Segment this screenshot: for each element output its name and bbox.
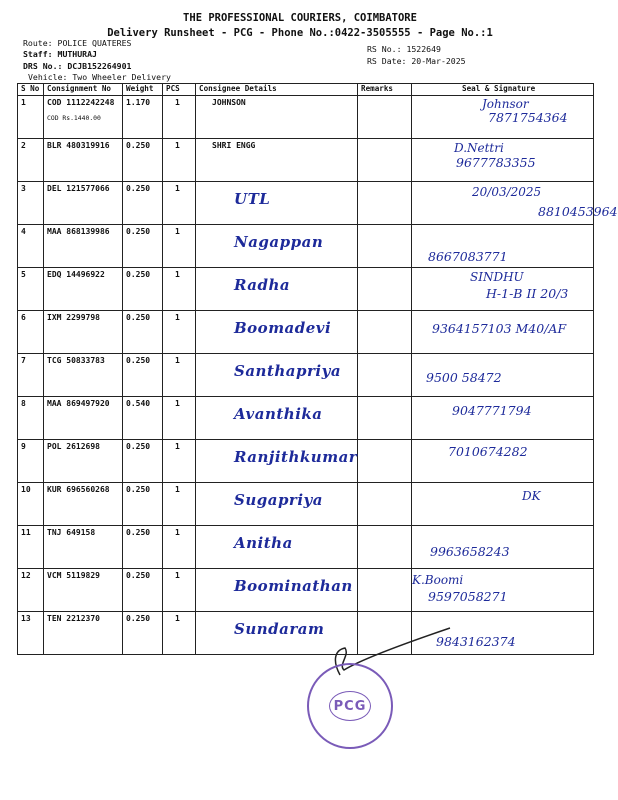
route-label: Route:: [23, 38, 53, 48]
signature-mark: DK: [522, 489, 541, 503]
row-consignee: [196, 569, 358, 612]
row-consignment: [44, 311, 123, 354]
row-signature: [412, 354, 594, 397]
signature-mark: 20/03/2025: [472, 185, 542, 199]
row-pcs: 1: [163, 225, 196, 268]
row-pcs: 1: [163, 354, 196, 397]
row-sno: 8: [18, 397, 44, 440]
row-weight: 0.250: [123, 311, 163, 354]
row-pcs: 1: [163, 182, 196, 225]
rs-date-value: 20-Mar-2025: [411, 56, 466, 66]
table-row: [18, 311, 594, 354]
staff-label: Staff:: [23, 49, 53, 59]
row-consignee: [196, 440, 358, 483]
row-remarks: [358, 225, 412, 268]
row-sno: 12: [18, 569, 44, 612]
drs-value: DCJB152264901: [67, 61, 132, 71]
staff-line: [23, 49, 97, 59]
table-row: [18, 139, 594, 182]
row-consignment: [44, 526, 123, 569]
table-row: [18, 182, 594, 225]
consignee-handwritten-name: Boominathan: [234, 577, 353, 595]
signature-phone: 9677783355: [456, 155, 536, 170]
signature-mark: K.Boomi: [412, 573, 464, 587]
row-consignee: [196, 311, 358, 354]
row-consignee: [196, 139, 358, 182]
signature-phone: 9500 58472: [426, 370, 502, 385]
drs-label: DRS No.:: [23, 61, 63, 71]
consignment-number: IXM 2299798: [47, 313, 100, 322]
row-sno: 1: [18, 96, 44, 139]
vehicle-value: Two Wheeler Delivery: [72, 72, 171, 82]
row-consignment: [44, 182, 123, 225]
consignee-handwritten-name: Sundaram: [234, 620, 325, 638]
consignee-handwritten-name: Ranjithkumar: [234, 448, 358, 466]
consignment-number: TEN 2212370: [47, 614, 100, 623]
row-sno: 5: [18, 268, 44, 311]
row-remarks: [358, 96, 412, 139]
row-consignee: [196, 225, 358, 268]
row-consignment: [44, 397, 123, 440]
consignee-handwritten-name: Boomadevi: [234, 319, 332, 337]
signature-phone: 9843162374: [436, 634, 516, 649]
signature-phone: 7871754364: [488, 110, 568, 125]
row-weight: 0.250: [123, 612, 163, 655]
table-row: [18, 397, 594, 440]
consignee-handwritten-name: Anitha: [234, 534, 293, 552]
row-signature: [412, 96, 594, 139]
table-row: [18, 483, 594, 526]
consignment-number: DEL 121577066: [47, 184, 110, 193]
row-weight: 0.250: [123, 569, 163, 612]
row-sno: 10: [18, 483, 44, 526]
col-remarks: Remarks: [358, 84, 412, 96]
consignee-handwritten-name: Avanthika: [234, 405, 323, 423]
drs-line: [23, 61, 131, 71]
table-row: [18, 354, 594, 397]
rs-no-line: [367, 44, 441, 54]
consignment-number: COD 1112242248: [47, 98, 115, 107]
row-remarks: [358, 569, 412, 612]
row-consignee: [196, 96, 358, 139]
consignee-handwritten-name: Radha: [234, 276, 291, 294]
row-pcs: 1: [163, 96, 196, 139]
row-sno: 6: [18, 311, 44, 354]
row-weight: 0.250: [123, 526, 163, 569]
signature-mark: D.Nettri: [454, 141, 504, 155]
row-remarks: [358, 354, 412, 397]
consignee-handwritten-name: Santhapriya: [234, 362, 342, 380]
row-remarks: [358, 268, 412, 311]
row-weight: 0.540: [123, 397, 163, 440]
consignment-number: KUR 696560268: [47, 485, 110, 494]
col-pcs: PCS: [163, 84, 196, 96]
row-signature: [412, 569, 594, 612]
route-line: [23, 38, 131, 48]
consignment-number: POL 2612698: [47, 442, 100, 451]
row-sno: 4: [18, 225, 44, 268]
cod-amount: COD Rs.1440.00: [47, 114, 101, 122]
row-remarks: [358, 526, 412, 569]
row-remarks: [358, 139, 412, 182]
stamp-inner-ring: [329, 691, 371, 721]
table-row: [18, 225, 594, 268]
row-consignee: [196, 397, 358, 440]
table-header-row: [18, 84, 594, 96]
row-sno: 2: [18, 139, 44, 182]
row-weight: 0.250: [123, 139, 163, 182]
row-pcs: 1: [163, 268, 196, 311]
rs-no-label: RS No.:: [367, 44, 402, 54]
signature-phone: 9963658243: [430, 544, 510, 559]
row-consignment: [44, 268, 123, 311]
row-consignment: [44, 225, 123, 268]
consignee-handwritten-name: Sugapriya: [234, 491, 323, 509]
row-pcs: 1: [163, 526, 196, 569]
row-pcs: 1: [163, 569, 196, 612]
vehicle-line: [28, 72, 171, 82]
row-remarks: [358, 483, 412, 526]
consignee-name: JOHNSON: [212, 98, 246, 107]
row-sno: 13: [18, 612, 44, 655]
col-sno: S No: [18, 84, 44, 96]
row-pcs: 1: [163, 397, 196, 440]
table-row: [18, 526, 594, 569]
table-row: [18, 569, 594, 612]
document-title: THE PROFESSIONAL COURIERS, COIMBATORE: [183, 12, 417, 24]
signature-phone: H-1-B II 20/3: [486, 286, 569, 301]
row-consignee: [196, 268, 358, 311]
consignment-number: VCM 5119829: [47, 571, 100, 580]
table-row: [18, 268, 594, 311]
consignee-name: SHRI ENGG: [212, 141, 256, 150]
row-consignee: [196, 526, 358, 569]
row-remarks: [358, 182, 412, 225]
signature-phone: 7010674282: [448, 444, 528, 459]
row-consignee: [196, 354, 358, 397]
row-signature: [412, 483, 594, 526]
row-signature: [412, 225, 594, 268]
row-weight: 0.250: [123, 354, 163, 397]
row-signature: [412, 440, 594, 483]
row-sno: 3: [18, 182, 44, 225]
consignment-number: TCG 50833783: [47, 356, 105, 365]
stamp-text: PCG: [333, 698, 367, 714]
signature-mark: Johnsor: [482, 97, 529, 111]
row-sno: 11: [18, 526, 44, 569]
signature-phone: 8810453964: [538, 204, 618, 219]
table-row: [18, 96, 594, 139]
consignment-number: MAA 869497920: [47, 399, 110, 408]
row-consignee: [196, 483, 358, 526]
signature-phone: 9597058271: [428, 589, 508, 604]
row-sno: 9: [18, 440, 44, 483]
row-sno: 7: [18, 354, 44, 397]
signature-phone: 9364157103 M40/AF: [432, 321, 567, 336]
row-consignment: [44, 139, 123, 182]
row-pcs: 1: [163, 483, 196, 526]
staff-value: MUTHURAJ: [57, 49, 97, 59]
col-consignment: Consignment No: [44, 84, 123, 96]
consignment-number: MAA 868139986: [47, 227, 110, 236]
consignee-handwritten-name: Nagappan: [234, 233, 324, 251]
row-pcs: 1: [163, 612, 196, 655]
row-remarks: [358, 440, 412, 483]
row-pcs: 1: [163, 311, 196, 354]
row-weight: 0.250: [123, 268, 163, 311]
signature-phone: 8667083771: [428, 249, 508, 264]
vehicle-label: Vehicle:: [28, 72, 68, 82]
rs-date-label: RS Date:: [367, 56, 407, 66]
row-weight: 0.250: [123, 182, 163, 225]
consignment-number: TNJ 649158: [47, 528, 96, 537]
document-subtitle: Delivery Runsheet - PCG - Phone No.:0422-3505555 - Page No.:1: [107, 27, 493, 39]
row-consignment: [44, 483, 123, 526]
rs-date-line: [367, 56, 466, 66]
row-weight: 1.170: [123, 96, 163, 139]
row-consignment: [44, 354, 123, 397]
row-pcs: 1: [163, 139, 196, 182]
company-stamp: [307, 663, 393, 749]
runsheet-table: [17, 83, 618, 655]
col-signature: Seal & Signature: [412, 84, 594, 96]
row-consignment: [44, 96, 123, 139]
consignee-handwritten-name: UTL: [234, 190, 271, 208]
row-signature: [412, 139, 594, 182]
signature-mark: SINDHU: [470, 270, 524, 284]
row-consignment: [44, 612, 123, 655]
table-row: [18, 612, 594, 655]
row-signature: [412, 311, 594, 354]
row-signature: [412, 182, 618, 225]
signature-phone: 9047771794: [452, 403, 532, 418]
route-value: POLICE QUATERES: [57, 38, 132, 48]
row-signature: [412, 268, 594, 311]
row-consignee: [196, 182, 358, 225]
row-consignment: [44, 569, 123, 612]
table-row: [18, 440, 594, 483]
col-weight: Weight: [123, 84, 163, 96]
col-consignee: Consignee Details: [196, 84, 358, 96]
row-remarks: [358, 311, 412, 354]
row-signature: [412, 397, 594, 440]
row-remarks: [358, 397, 412, 440]
row-consignment: [44, 440, 123, 483]
consignment-number: EDQ 14496922: [47, 270, 105, 279]
row-weight: 0.250: [123, 225, 163, 268]
row-pcs: 1: [163, 440, 196, 483]
row-signature: [412, 526, 594, 569]
row-weight: 0.250: [123, 440, 163, 483]
row-weight: 0.250: [123, 483, 163, 526]
rs-no-value: 1522649: [406, 44, 441, 54]
consignment-number: BLR 480319916: [47, 141, 110, 150]
